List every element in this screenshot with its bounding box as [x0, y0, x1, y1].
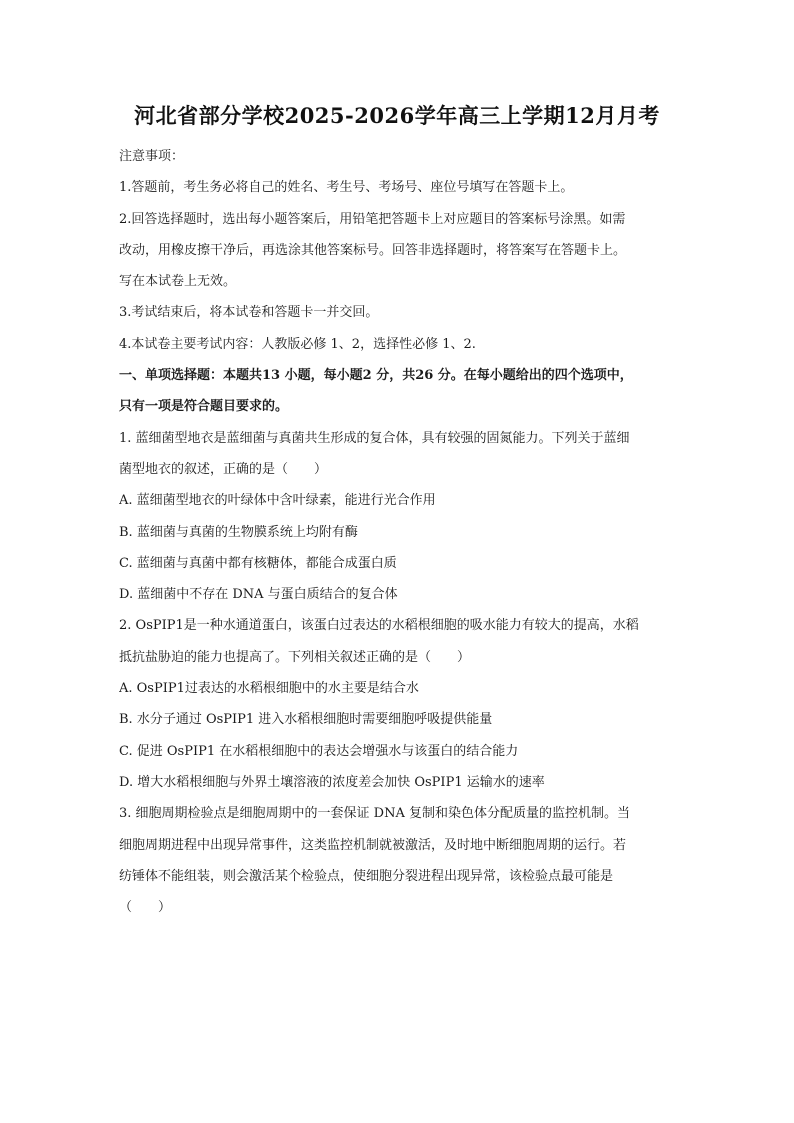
question-stem: 3. 细胞周期检验点是细胞周期中的一套保证 DNA 复制和染色体分配质量的监控机制。当: [119, 806, 630, 822]
notice-item: 1.答题前，考生务必将自己的姓名、考生号、考场号、座位号填写在答题卡上。: [119, 180, 574, 196]
option-c: C. 促进 OsPIP1 在水稻根细胞中的表达会增强水与该蛋白的结合能力: [119, 743, 519, 759]
question-stem: 1. 蓝细菌型地衣是蓝细菌与真菌共生形成的复合体，具有较强的固氮能力。下列关于蓝细: [119, 430, 630, 446]
notice-item: 2.回答选择题时，选出每小题答案后，用铅笔把答题卡上对应题目的答案标号涂黑。如需: [119, 211, 626, 227]
page-title: 河北省部分学校2025-2026学年高三上学期12月月考: [134, 103, 660, 128]
notice-item: 4.本试卷主要考试内容：人教版必修 1、2，选择性必修 1、2.: [119, 336, 476, 352]
option-d: D. 增大水稻根细胞与外界土壤溶液的浓度差会加快 OsPIP1 运输水的速率: [119, 774, 545, 790]
question-stem: 细胞周期进程中出现异常事件，这类监控机制就被激活，及时地中断细胞周期的运行。若: [119, 837, 627, 853]
question-1: [119, 423, 679, 611]
section-heading-cont: 只有一项是符合题目要求的。: [119, 399, 289, 415]
notice-heading: 注意事项：: [119, 149, 185, 164]
option-c: C. 蓝细菌与真菌中都有核糖体，都能合成蛋白质: [119, 555, 397, 571]
exam-body: [119, 141, 679, 923]
notice-item: 3.考试结束后，将本试卷和答题卡一并交回。: [119, 305, 379, 321]
question-stem: （ ）: [119, 900, 172, 916]
question-stem: 纺锤体不能组装，则会激活某个检验点，使细胞分裂进程出现异常，该检验点最可能是: [119, 868, 614, 884]
question-2: [119, 610, 679, 798]
section-heading: 一、单项选择题：本题共13 小题，每小题2 分，共26 分。在每小题给出的四个选项中，: [119, 368, 633, 384]
option-b: B. 水分子通过 OsPIP1 进入水稻根细胞时需要细胞呼吸提供能量: [119, 712, 493, 728]
option-d: D. 蓝细菌中不存在 DNA 与蛋白质结合的复合体: [119, 587, 398, 603]
option-a: A. OsPIP1过表达的水稻根细胞中的水主要是结合水: [119, 681, 419, 697]
question-stem: 2. OsPIP1是一种水通道蛋白，该蛋白过表达的水稻根细胞的吸水能力有较大的提高，水稻: [119, 618, 639, 634]
question-stem: 菌型地衣的叙述，正确的是（ ）: [119, 461, 328, 477]
option-a: A. 蓝细菌型地衣的叶绿体中含叶绿素，能进行光合作用: [119, 493, 436, 509]
notice-item: 改动，用橡皮擦干净后，再选涂其他答案标号。回答非选择题时，将答案写在答题卡上。: [119, 242, 627, 258]
question-stem: 抵抗盐胁迫的能力也提高了。下列相关叙述正确的是（ ）: [119, 649, 471, 665]
option-b: B. 蓝细菌与真菌的生物膜系统上均附有酶: [119, 524, 358, 540]
notice-item: 写在本试卷上无效。: [119, 274, 237, 290]
question-3: [119, 798, 679, 923]
